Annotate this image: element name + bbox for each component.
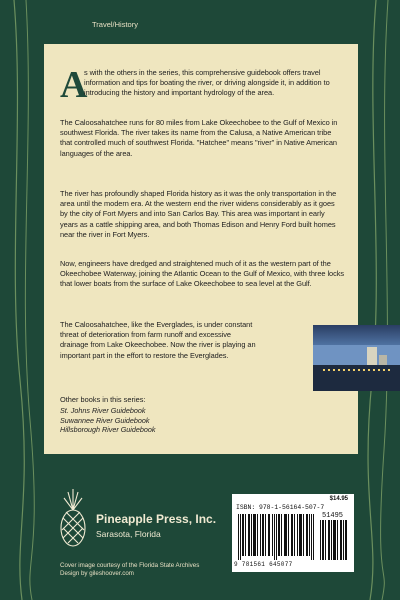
other-book-item: Suwannee River Guidebook — [60, 415, 150, 425]
paragraph-3: Now, engineers have dredged and straightened much of it as the western part of the Okeechobee Waterway, joining the Atlantic Ocean to the Gulf of Mexico, with three locks that lower boats from the surface of Lake Okeechobee to sea level at the Gulf. — [60, 259, 345, 289]
dropcap-letter: A — [60, 64, 88, 106]
paragraph-1: The Caloosahatchee runs for 80 miles from Lake Okeechobee to the Gulf of Mexico in southwest Florida. The river takes its name from the Calusa, a Native American tribe that controlled much of southwest Florida. "Hatchee" means "river" in Native American languages of the area. — [60, 118, 338, 158]
price-label: $14.95 — [329, 496, 348, 502]
intro-line-2: information and tips for boating the river, or driving alongside it, in addition to — [84, 78, 330, 88]
paragraph-2: The river has profoundly shaped Florida history as it was the only transportation in the area until the modern era. At the western end the river widens considerably as it goes by the city of Fort Myers and into San Carlos Bay. This area was important in early years as a cattle shipping area, and both Thomas Edison and Henry Ford built homes near the river in Fort Myers. — [60, 189, 337, 239]
intro-paragraph — [60, 64, 346, 106]
paragraph-4: The Caloosahatchee, like the Everglades, is under constant threat of deterioration from farm runoff and excessive drainage from Lake Okeechobee. Now the river is playing an important part in the effort to restore the Everglades. — [60, 320, 256, 360]
other-book-item: Hillsborough River Guidebook — [60, 425, 156, 434]
intro-line-1: s with the others in the series, this comprehensive guidebook offers travel — [84, 68, 321, 77]
other-books-list — [60, 406, 155, 435]
barcode-box — [232, 494, 354, 572]
other-books-heading: Other books in this series: — [60, 395, 146, 404]
publisher-name: Pineapple Press, Inc. — [96, 512, 217, 526]
intro-line-3: introducing the history and important hydrology of the area. — [84, 88, 275, 98]
publisher-city: Sarasota, Florida — [96, 529, 161, 539]
design-credit: Design by gileshoover.com — [60, 570, 134, 577]
fort-myers-photo — [313, 325, 400, 391]
isbn-label: ISBN: 978-1-56164-507-7 — [236, 504, 325, 511]
barcode-digits: 9 781561 645077 — [234, 561, 293, 568]
pineapple-logo-icon — [56, 488, 90, 550]
description-panel — [44, 44, 358, 454]
barcode-icon — [238, 514, 314, 560]
publisher-block — [96, 512, 216, 539]
cover-credit: Cover image courtesy of the Florida State Archives — [60, 562, 200, 569]
price-addon-code: 51495 — [322, 512, 344, 520]
other-book-item: St. Johns River Guidebook — [60, 406, 146, 415]
category-label: Travel/History — [92, 20, 138, 29]
credits — [60, 562, 199, 578]
addon-barcode-icon — [320, 520, 348, 560]
